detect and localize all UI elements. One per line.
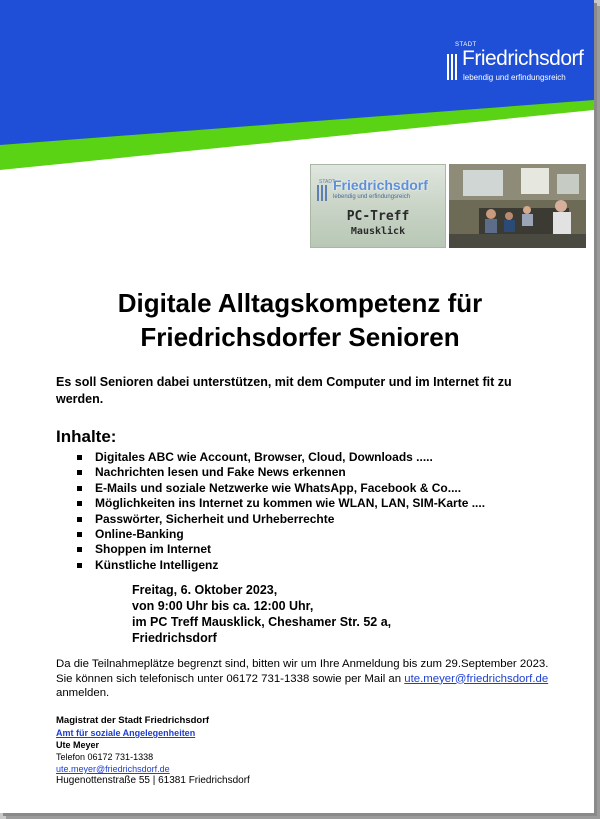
contents-heading: Inhalte: xyxy=(56,427,117,446)
sign-tagline: lebendig und erfindungsreich xyxy=(333,194,411,200)
city-logo xyxy=(447,38,587,90)
notice-line-1: Da die Teilnahmeplätze begrenzt sind, bitten wir um Ihre Anmeldung bis zum 29.September 2023. xyxy=(56,658,549,670)
logo-tagline: lebendig und erfindungsreich xyxy=(463,73,566,82)
department-link[interactable]: Amt für soziale Angelegenheiten xyxy=(56,728,196,738)
event-time: von 9:00 Uhr bis ca. 12:00 Uhr, xyxy=(132,599,314,613)
page-title xyxy=(30,286,570,354)
seniors-class-photo xyxy=(449,164,586,248)
sign-title: PC-Treff xyxy=(346,209,410,224)
logo-name: Friedrichsdorf xyxy=(462,47,584,70)
topic-label: Künstliche Intelligenz xyxy=(95,557,219,572)
notice-line-3: anmelden. xyxy=(56,687,110,699)
list-item xyxy=(77,558,485,573)
list-item xyxy=(77,465,485,480)
bullet-icon xyxy=(77,501,82,506)
topic-label: Online-Banking xyxy=(95,526,184,541)
list-item xyxy=(77,450,485,465)
topic-label: Möglichkeiten ins Internet zu kommen wie WLAN, LAN, SIM-Karte .... xyxy=(95,496,486,511)
page-shadow xyxy=(6,813,600,819)
sign-prefix: STADT xyxy=(319,179,336,185)
event-details xyxy=(132,582,391,646)
topic-label: Digitales ABC wie Account, Browser, Cloud, Downloads ..... xyxy=(95,450,433,464)
notice-line-2 xyxy=(56,672,576,687)
bullet-icon xyxy=(77,547,82,552)
event-date: Freitag, 6. Oktober 2023, xyxy=(132,583,278,597)
topic-label: Nachrichten lesen und Fake News erkennen xyxy=(95,465,346,480)
bullet-icon xyxy=(77,532,82,537)
list-item xyxy=(77,542,485,557)
footer-address: Hugenottenstraße 55 | 61381 Friedrichsdorf xyxy=(56,775,250,786)
list-item xyxy=(77,527,485,542)
pc-treff-sign-photo xyxy=(310,164,446,248)
footer-department-wrap xyxy=(56,727,250,739)
title-line-1: Digitale Alltagskompetenz für xyxy=(117,288,483,318)
footer-email-wrap xyxy=(56,763,250,775)
topics-list xyxy=(77,450,485,573)
list-item xyxy=(77,496,485,511)
bullet-icon xyxy=(77,563,82,568)
list-item xyxy=(77,481,485,496)
bullet-icon xyxy=(77,486,82,491)
bullet-icon xyxy=(77,517,82,522)
topic-label: Passwörter, Sicherheit und Urheberrechte xyxy=(95,511,335,526)
footer-person: Ute Meyer xyxy=(56,740,100,750)
page-shadow xyxy=(594,6,600,819)
topic-label: E-Mails und soziale Netzwerke wie WhatsApp, Facebook & Co.... xyxy=(95,480,462,495)
event-place: im PC Treff Mausklick, Cheshamer Str. 52 a, xyxy=(132,615,392,629)
intro-text: Es soll Senioren dabei unterstützen, mit dem Computer und im Internet fit zu werden. xyxy=(56,375,512,406)
list-item xyxy=(77,512,485,527)
logo-bars-icon xyxy=(447,54,461,80)
notice-phone-text: Sie können sich telefonisch unter 06172 731-1338 sowie per Mail an xyxy=(56,672,405,685)
title-line-2: Friedrichsdorfer Senioren xyxy=(140,322,460,352)
sign-subtitle: Mausklick xyxy=(350,226,406,237)
sign-name: Friedrichsdorf xyxy=(333,177,428,193)
registration-notice xyxy=(56,657,576,701)
topic-label: Shoppen im Internet xyxy=(95,542,212,557)
event-city: Friedrichsdorf xyxy=(132,631,217,645)
sign-logo-bars-icon xyxy=(317,185,329,201)
footer-org: Magistrat der Stadt Friedrichsdorf xyxy=(56,715,210,726)
bullet-icon xyxy=(77,455,82,460)
footer-contact xyxy=(56,715,250,787)
footer-phone: Telefon 06172 731-1338 xyxy=(56,752,154,762)
footer-email-link[interactable]: ute.meyer@friedrichsdorf.de xyxy=(56,764,170,774)
email-link[interactable]: ute.meyer@friedrichsdorf.de xyxy=(404,672,549,685)
logo-prefix: STADT xyxy=(455,42,477,48)
bullet-icon xyxy=(77,470,82,475)
